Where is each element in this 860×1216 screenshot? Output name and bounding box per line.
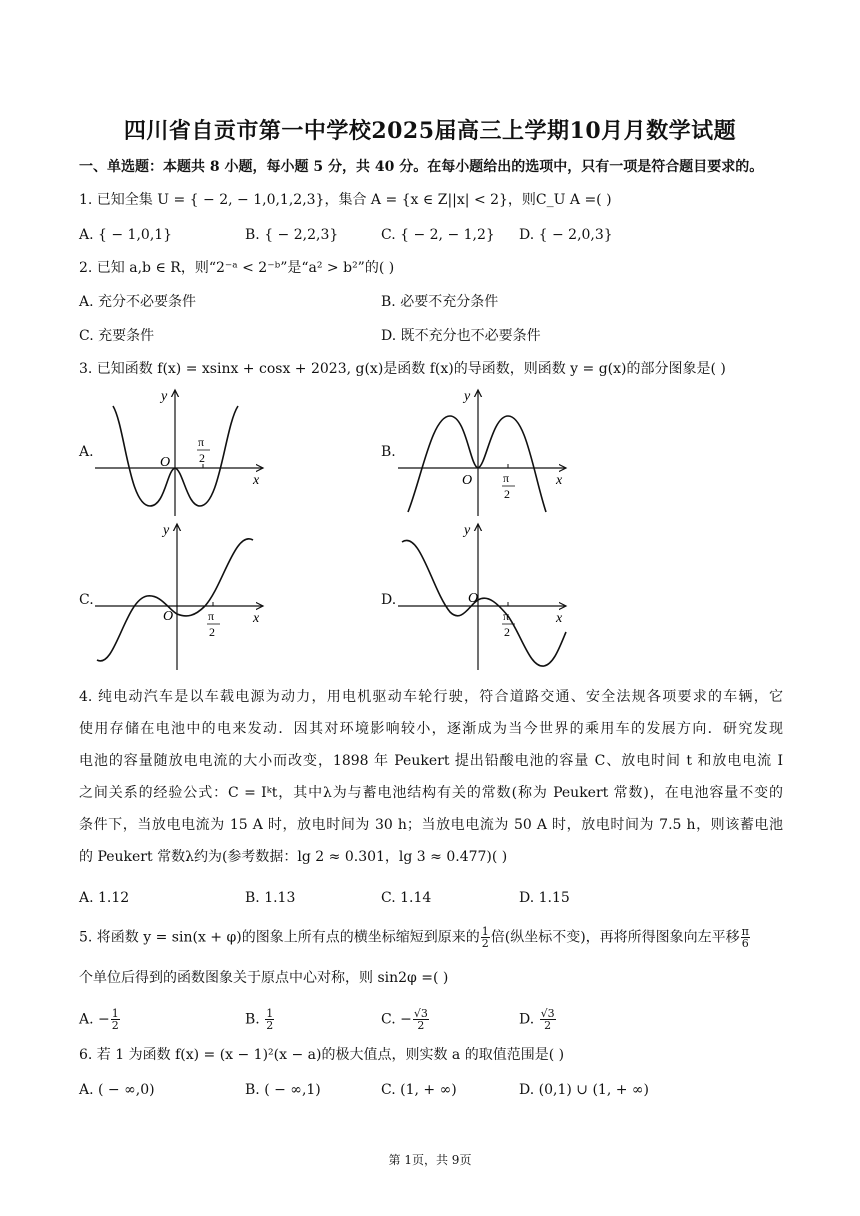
question-4-text: [79, 681, 783, 873]
q5-opt-c-prefix: C. −: [381, 1011, 412, 1028]
q3b-y-label: y: [464, 389, 471, 404]
q5-opt-d-num: √3: [540, 1007, 555, 1020]
q5-opt-c-num: √3: [413, 1007, 428, 1020]
question-5-line-2: 个单位后得到的函数图象关于原点中心对称，则 sin2φ =( ): [79, 970, 449, 986]
q4-line: 使用存储在电池中的电来发动．因其对环境影响较小，逐渐成为当今世界的乘用车的发展方向．研究发现: [79, 721, 783, 737]
q5-opt-c-frac: [413, 1008, 429, 1031]
q3-graph-b: [398, 386, 573, 518]
q5-opt-b-den: 2: [266, 1019, 274, 1032]
q5-option-d: [519, 1008, 557, 1031]
q5-option-b: [245, 1008, 275, 1031]
q3-option-d-label: D.: [381, 592, 397, 608]
q3c-tick-num: π: [208, 609, 215, 623]
q4-line: 4. 纯电动汽车是以车载电源为动力，用电机驱动车轮行驶，符合道路交通、安全法规各项要求的车辆，它: [79, 689, 783, 705]
question-3-stem: 3. 已知函数 f(x) = xsinx + cosx + 2023, g(x)是函数 f(x)的导函数，则函数 y = g(x)的部分图象是( ): [79, 361, 726, 377]
q6-option-b: B. ( − ∞,1): [245, 1082, 321, 1098]
q3d-y-label: y: [464, 523, 471, 538]
q5-option-a: [79, 1008, 121, 1031]
q2-option-b: B. 必要不充分条件: [381, 294, 499, 310]
q6-option-d: D. (0,1) ∪ (1, + ∞): [519, 1082, 650, 1098]
q1-option-c: C. { − 2, − 1,2}: [381, 227, 495, 243]
q3-option-c-label: C.: [79, 592, 94, 608]
q5-fraction-pi-6: [741, 926, 750, 949]
q4-option-d: D. 1.15: [519, 890, 570, 906]
q5-opt-b-num: 1: [266, 1007, 274, 1020]
q4-line: 电池的容量随放电电流的大小而改变，1898 年 Peukert 提出铅酸电池的容量 C、放电时间 t 和放电电流 I: [79, 753, 783, 769]
q3a-x-label: x: [253, 473, 260, 488]
q5-opt-b-frac: [265, 1008, 274, 1031]
q5-text-a: 5. 将函数 y = sin(x + φ)的图象上所有点的横坐标缩短到原来的: [79, 929, 480, 946]
page-title: 四川省自贡市第一中学校2025届高三上学期10月月数学试题: [123, 118, 737, 144]
q3b-tick-num: π: [503, 471, 510, 485]
q4-option-b: B. 1.13: [245, 890, 296, 906]
q2-option-c: C. 充要条件: [79, 328, 155, 344]
question-1-stem: 1. 已知全集 U = { − 2, − 1,0,1,2,3}，集合 A = {x ∈ Z||x| < 2}，则C_U A =( ): [79, 192, 612, 208]
page-footer: 第 1页，共 9页: [388, 1153, 472, 1167]
question-2-stem: 2. 已知 a,b ∈ R，则“2⁻ᵃ < 2⁻ᵇ”是“a² > b²”的( ): [79, 260, 395, 276]
q2-option-d: D. 既不充分也不必要条件: [381, 328, 541, 344]
q3a-origin: O: [160, 455, 171, 470]
q3b-origin: O: [462, 473, 473, 488]
q4-option-c: C. 1.14: [381, 890, 432, 906]
q4-option-a: A. 1.12: [79, 890, 130, 906]
q5-opt-b-prefix: B.: [245, 1011, 265, 1028]
q6-option-a: A. ( − ∞,0): [79, 1082, 155, 1098]
q3c-tick-den: 2: [209, 625, 215, 639]
q3c-origin: O: [163, 609, 174, 624]
q5-opt-d-den: 2: [544, 1019, 552, 1032]
q4-line: 之间关系的经验公式：C = Iᵏt，其中λ为与蓄电池结构有关的常数(称为 Peukert 常数)，在电池容量不变的: [79, 785, 783, 801]
q5-fraction-half: [481, 926, 490, 949]
q1-option-b: B. { − 2,2,3}: [245, 227, 339, 243]
q1-option-a: A. { − 1,0,1}: [79, 227, 173, 243]
q5-opt-a-num: 1: [111, 1007, 119, 1020]
q5-opt-d-prefix: D.: [519, 1011, 539, 1028]
q3b-tick-den: 2: [504, 487, 510, 501]
q3c-x-label: x: [253, 611, 260, 626]
q5-opt-c-den: 2: [417, 1019, 425, 1032]
q3a-tick-den: 2: [199, 451, 205, 465]
section-heading: 一、单选题：本题共 8 小题，每小题 5 分，共 40 分。在每小题给出的选项中，只有一项是符合题目要求的。: [79, 159, 764, 175]
q3-graph-a: [95, 386, 270, 518]
q3-graph-c: [95, 520, 270, 672]
q4-line: 条件下，当放电电流为 15 A 时，放电时间为 30 h；当放电电流为 50 A 时，放电时间为 7.5 h，则该蓄电池: [79, 817, 783, 833]
q5-option-c: [381, 1008, 430, 1031]
question-6-stem: 6. 若 1 为函数 f(x) = (x − 1)²(x − a)的极大值点，则实数 a 的取值范围是( ): [79, 1047, 565, 1063]
q3a-tick-num: π: [198, 435, 205, 449]
q3c-y-label: y: [163, 523, 170, 538]
q6-option-c: C. (1, + ∞): [381, 1082, 457, 1098]
q5-frac2-den: 6: [741, 937, 749, 950]
q4-line: 的 Peukert 常数λ约为(参考数据：lg 2 ≈ 0.301，lg 3 ≈ 0.477)( ): [79, 849, 508, 865]
q2-option-a: A. 充分不必要条件: [79, 294, 197, 310]
q3a-y-label: y: [161, 389, 168, 404]
q5-frac-num: 1: [481, 925, 489, 938]
q3-option-a-label: A.: [79, 444, 94, 460]
q5-frac2-num: π: [741, 925, 749, 938]
q5-opt-a-frac: [111, 1008, 120, 1031]
q5-opt-d-frac: [540, 1008, 556, 1031]
q5-text-b: 倍(纵坐标不变)，再将所得图象向左平移: [490, 929, 740, 946]
q3d-origin: O: [468, 591, 479, 606]
q3d-tick-num: π: [503, 609, 510, 623]
question-5-line-1: [79, 926, 751, 949]
q1-option-d: D. { − 2,0,3}: [519, 227, 613, 243]
q3d-x-label: x: [556, 611, 563, 626]
q5-frac-den: 2: [481, 937, 489, 950]
q5-opt-a-prefix: A. −: [79, 1011, 110, 1028]
q5-opt-a-den: 2: [111, 1019, 119, 1032]
q3-graph-d: [398, 520, 573, 672]
q3b-x-label: x: [556, 473, 563, 488]
q3d-tick-den: 2: [504, 625, 510, 639]
q3-option-b-label: B.: [381, 444, 396, 460]
